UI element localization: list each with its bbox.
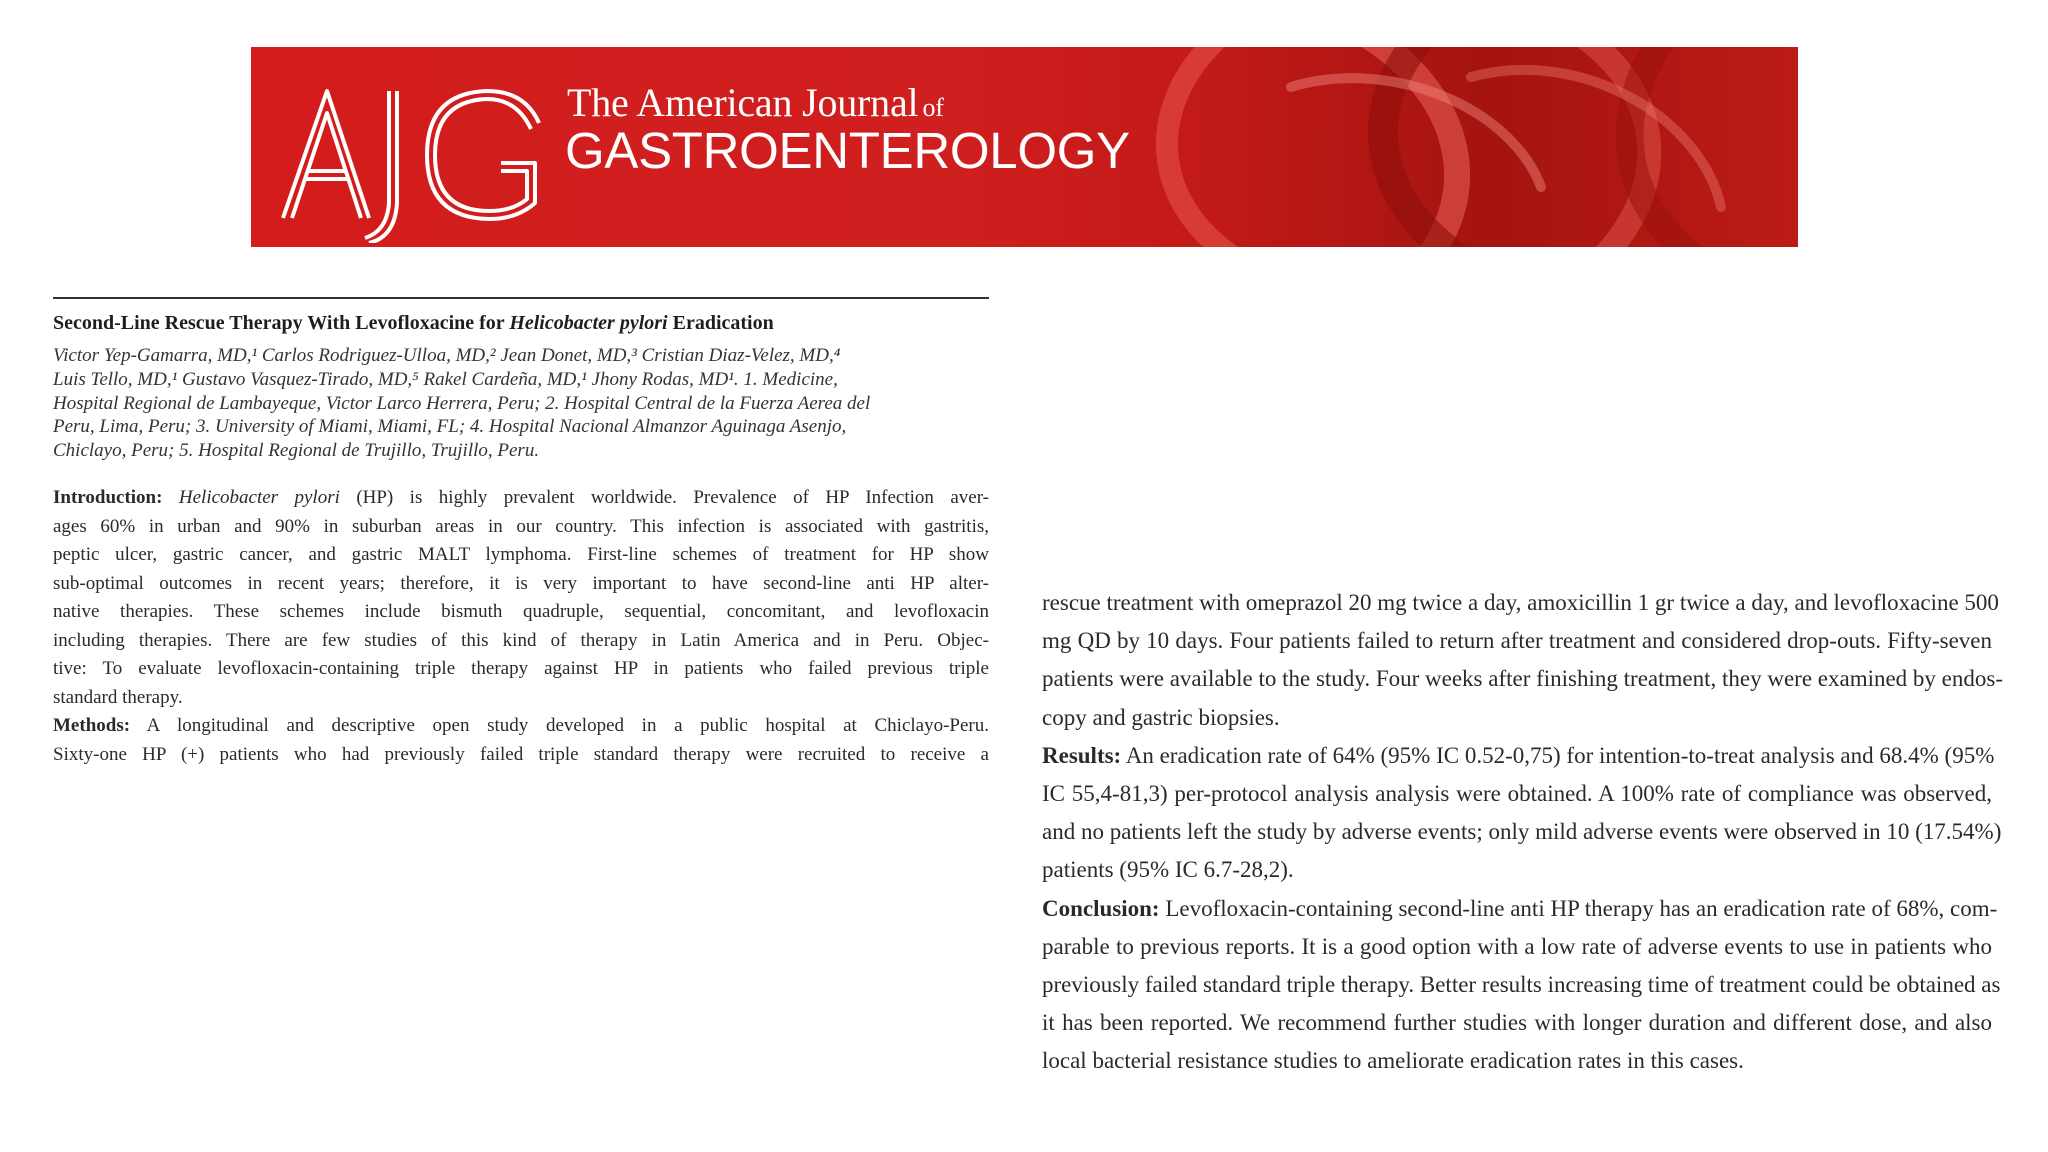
intro-line: standard therapy. [53,686,183,708]
results-line: and no patients left the study by adverse events; only mild adverse events were observed in 10 (17.54%) [1042,819,2002,845]
results-line: patients (95% IC 6.7-28,2). [1042,857,1294,883]
intro-italic-term: Helicobacter pylori [178,487,340,508]
title-divider [53,297,989,299]
conclusion-line: local bacterial resistance studies to ameliorate eradication rates in this cases. [1042,1048,1744,1074]
methods-label: Methods: [53,715,131,736]
conclusion-first-line [1042,890,1998,928]
author-line: Luis Tello, MD,¹ Gustavo Vasquez-Tirado, MD,⁵ Rakel Cardeña, MD,¹ Jhony Rodas, MD¹. 1. Medicine, [53,368,838,390]
author-line: Hospital Regional de Lambayeque, Victor Larco Herrera, Peru; 2. Hospital Central de la Fuerza Aerea del [53,392,871,414]
intro-line: native therapies. These schemes include bismuth quadruple, sequential, concomitant, and levofloxacin [53,601,989,622]
intro-line: ages 60% in urban and 90% in suburban areas in our country. This infection is associated with gastritis, [53,515,989,537]
intro-first-line [53,484,989,513]
methods-continued-line: patients were available to the study. Four weeks after finishing treatment, they were examined by endos- [1042,666,2004,692]
introduction-label: Introduction: [53,487,163,508]
conclusion-label: Conclusion: [1042,895,1160,921]
conclusion-line: previously failed standard triple therapy. Better results increasing time of treatment could be obtained as [1042,972,2001,998]
abstract-left-column [53,484,989,769]
article-title [53,310,993,336]
article-title-italic: Helicobacter pylori [509,312,668,334]
results-line-rest: An eradication rate of 64% (95% IC 0.52-0,75) for intention-to-treat analysis and 68.4% (95% [1121,742,1995,768]
results-label: Results: [1042,742,1122,768]
methods-continued-line: copy and gastric biopsies. [1042,704,1280,730]
journal-title-of: of [922,93,944,122]
methods-continued-line: mg QD by 10 days. Four patients failed to return after treatment and considered drop-outs. Fifty-seven [1042,628,1992,654]
results-line: IC 55,4-81,3) per-protocol analysis analysis were obtained. A 100% rate of compliance was observed, [1042,781,1992,807]
journal-title-line2: GASTROENTEROLOGY [565,122,1130,179]
intro-line-rest: (HP) is highly prevalent worldwide. Prevalence of HP Infection aver- [339,487,989,508]
results-first-line [1042,737,1995,775]
methods-line-rest: A longitudinal and descriptive open study developed in a public hospital at Chiclayo-Peru. [130,715,989,736]
intro-line: including therapies. There are few studies of this kind of therapy in Latin America and in Peru. Objec- [53,629,989,651]
ajg-logo [277,53,567,243]
methods-first-line [53,712,989,741]
intro-line: sub-optimal outcomes in recent years; therefore, it is very important to have second-line anti HP alter- [53,572,989,594]
methods-line: Sixty-one HP (+) patients who had previously failed triple standard therapy were recruited to receive a [53,743,989,765]
author-line: Peru, Lima, Peru; 3. University of Miami, Miami, FL; 4. Hospital Nacional Almanzor Aguinaga Asenjo, [53,416,847,438]
conclusion-line: it has been reported. We recommend further studies with longer duration and different dose, and also [1042,1010,1992,1036]
author-line: Chiclayo, Peru; 5. Hospital Regional de Trujillo, Trujillo, Peru. [53,440,540,462]
article-title-pre: Second-Line Rescue Therapy With Levofloxacine for [53,312,510,334]
journal-title-main: The American Journal [567,80,919,125]
intro-line: tive: To evaluate levofloxacin-containing triple therapy against HP in patients who failed previous triple [53,658,989,679]
author-line: Victor Yep-Gamarra, MD,¹ Carlos Rodriguez-Ulloa, MD,² Jean Donet, MD,³ Cristian Diaz-Velez, MD,⁴ [53,345,841,366]
methods-continued-line: rescue treatment with omeprazol 20 mg twice a day, amoxicillin 1 gr twice a day, and levofloxacine 500 [1042,590,1999,615]
author-affiliations [53,344,993,463]
abstract-right-column [1042,584,2004,1081]
article-title-post: Eradication [667,312,774,334]
journal-banner [251,47,1798,247]
intro-line: peptic ulcer, gastric cancer, and gastric MALT lymphoma. First-line schemes of treatment for HP show [53,544,989,565]
conclusion-line-rest: Levofloxacin-containing second-line anti HP therapy has an eradication rate of 68%, com- [1159,895,1998,921]
conclusion-line: parable to previous reports. It is a good option with a low rate of adverse events to use in patients who [1042,933,1992,959]
